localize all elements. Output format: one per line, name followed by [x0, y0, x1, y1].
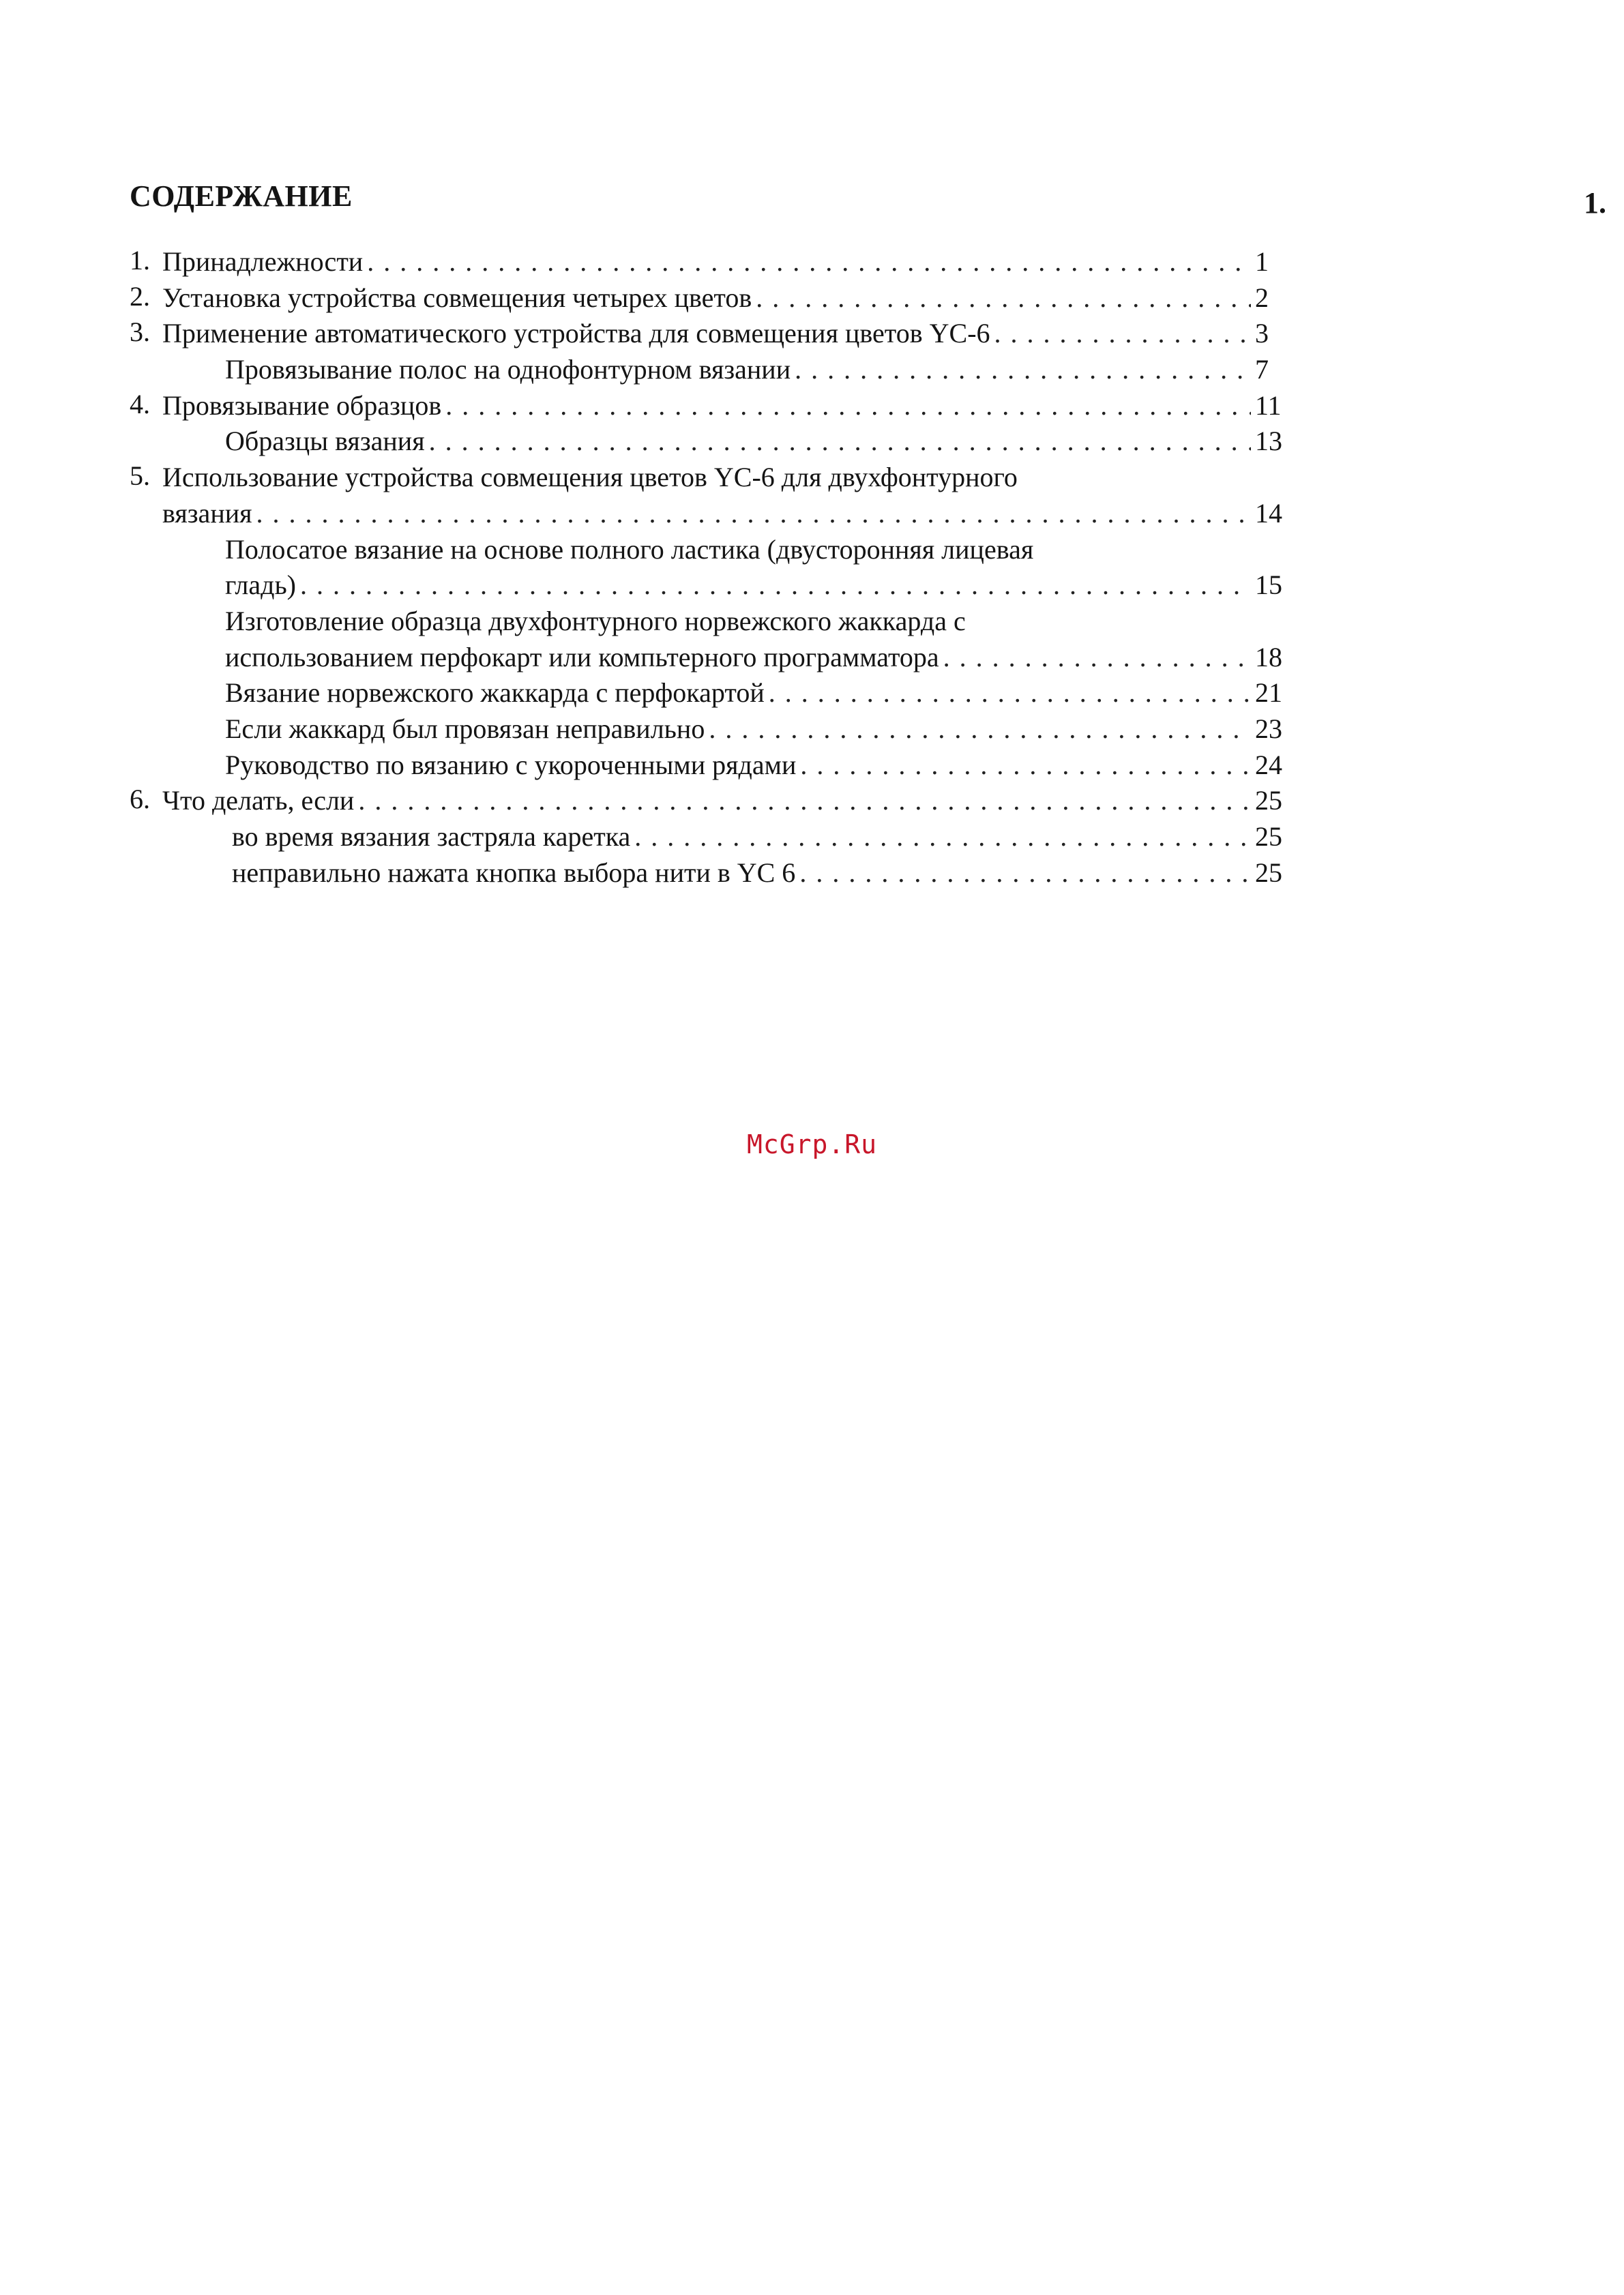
toc-entry — [130, 460, 1289, 531]
toc-entry-number: 4. — [130, 388, 150, 419]
table-of-contents — [130, 244, 1289, 891]
toc-dot-leader — [256, 496, 1251, 532]
toc-page-number: 25 — [1255, 785, 1282, 816]
toc-entry-title: неправильно нажата кнопка выбора нити в YC 6 — [232, 857, 796, 888]
toc-entry — [130, 388, 1289, 424]
toc-dot-leader — [800, 747, 1251, 784]
toc-entry-title: Использование устройства совмещения цветов YC-6 для двухфонтурного — [162, 462, 1018, 493]
toc-dot-leader — [799, 855, 1251, 891]
toc-entry-title: Образцы вязания — [225, 426, 425, 457]
toc-dot-leader — [943, 640, 1251, 676]
toc-entry — [130, 244, 1289, 280]
toc-entry-line — [225, 675, 1289, 711]
toc-dot-leader — [994, 316, 1251, 352]
toc-entry — [130, 783, 1289, 819]
toc-entry-line — [162, 388, 1289, 424]
toc-page-number: 21 — [1255, 677, 1282, 709]
toc-dot-leader — [300, 567, 1251, 604]
toc-entry-title: гладь) — [225, 569, 297, 601]
toc-dot-leader — [756, 280, 1251, 316]
toc-page-number: 11 — [1255, 389, 1282, 421]
toc-entry-line — [225, 604, 1289, 640]
toc-entry-line — [225, 711, 1289, 747]
toc-entry-title: вязания — [162, 497, 252, 529]
toc-entry — [130, 747, 1289, 784]
toc-page-number: 25 — [1255, 857, 1282, 888]
toc-dot-leader — [769, 675, 1251, 711]
toc-entry-title: Вязание норвежского жаккарда с перфокартой — [225, 677, 765, 709]
toc-entry — [130, 316, 1289, 352]
toc-entry-title: Изготовление образца двухфонтурного норвежского жаккарда с — [225, 605, 966, 636]
toc-page-number: 23 — [1255, 713, 1282, 744]
toc-dot-leader — [709, 711, 1251, 747]
toc-page-number: 24 — [1255, 749, 1282, 780]
toc-page-number: 15 — [1255, 569, 1282, 601]
toc-entry-line — [225, 747, 1289, 784]
toc-entry-line — [162, 244, 1289, 280]
toc-dot-leader — [429, 424, 1251, 460]
toc-page-number: 18 — [1255, 641, 1282, 672]
toc-entry-title: во время вязания застряла каретка — [232, 821, 631, 852]
toc-entry-title: использованием перфокарт или компьтерного программатора — [225, 641, 939, 672]
toc-entry — [130, 424, 1289, 460]
toc-entry-line — [162, 783, 1289, 819]
toc-entry-line — [162, 316, 1289, 352]
toc-entry-number: 6. — [130, 784, 150, 815]
toc-dot-leader — [367, 244, 1251, 280]
toc-entry-line — [232, 855, 1289, 891]
toc-entry-line — [162, 496, 1289, 532]
toc-dot-leader — [445, 388, 1251, 424]
toc-page-number: 1 — [1255, 246, 1269, 277]
toc-entry-number: 5. — [130, 460, 150, 492]
toc-entry — [130, 352, 1289, 388]
toc-entry-line — [225, 424, 1289, 460]
toc-page-number: 3 — [1255, 318, 1269, 349]
toc-page-number: 25 — [1255, 821, 1282, 852]
toc-entry-line — [225, 640, 1289, 676]
toc-entry-line — [162, 280, 1289, 316]
toc-entry-title: Установка устройства совмещения четырех цветов — [162, 282, 752, 313]
toc-page-number: 7 — [1255, 354, 1269, 385]
toc-entry — [130, 711, 1289, 747]
section-number-mark: 1. — [1584, 186, 1606, 220]
toc-dot-leader — [634, 819, 1251, 855]
toc-entry-number: 1. — [130, 245, 150, 276]
toc-entry-title: Провязывание образцов — [162, 389, 442, 421]
toc-entry-title: Если жаккард был провязан неправильно — [225, 713, 705, 744]
toc-entry — [130, 855, 1289, 891]
toc-entry-line — [232, 819, 1289, 855]
toc-entry-title: Что делать, если — [162, 785, 355, 816]
toc-page-number: 14 — [1255, 497, 1282, 529]
toc-entry-line — [225, 532, 1289, 568]
toc-entry-number: 3. — [130, 316, 150, 348]
page-title: СОДЕРЖАНИЕ — [130, 179, 353, 213]
watermark: McGrp.Ru — [746, 1129, 878, 1159]
toc-entry-title: Провязывание полос на однофонтурном вязании — [225, 354, 791, 385]
toc-entry-title: Принадлежности — [162, 246, 364, 277]
toc-entry — [130, 675, 1289, 711]
toc-entry-title: Руководство по вязанию с укороченными рядами — [225, 749, 797, 780]
toc-entry — [130, 819, 1289, 855]
toc-entry — [130, 280, 1289, 316]
toc-entry-title: Применение автоматического устройства для совмещения цветов YC-6 — [162, 318, 990, 349]
toc-entry — [130, 532, 1289, 604]
toc-entry-number: 2. — [130, 280, 150, 312]
toc-entry-line — [225, 352, 1289, 388]
toc-page-number: 13 — [1255, 426, 1282, 457]
toc-dot-leader — [795, 352, 1251, 388]
toc-entry-line — [225, 567, 1289, 604]
toc-page-number: 2 — [1255, 282, 1269, 313]
toc-entry — [130, 604, 1289, 675]
toc-entry-title: Полосатое вязание на основе полного ластика (двусторонняя лицевая — [225, 533, 1034, 565]
toc-dot-leader — [358, 783, 1251, 819]
toc-entry-line — [162, 460, 1289, 496]
